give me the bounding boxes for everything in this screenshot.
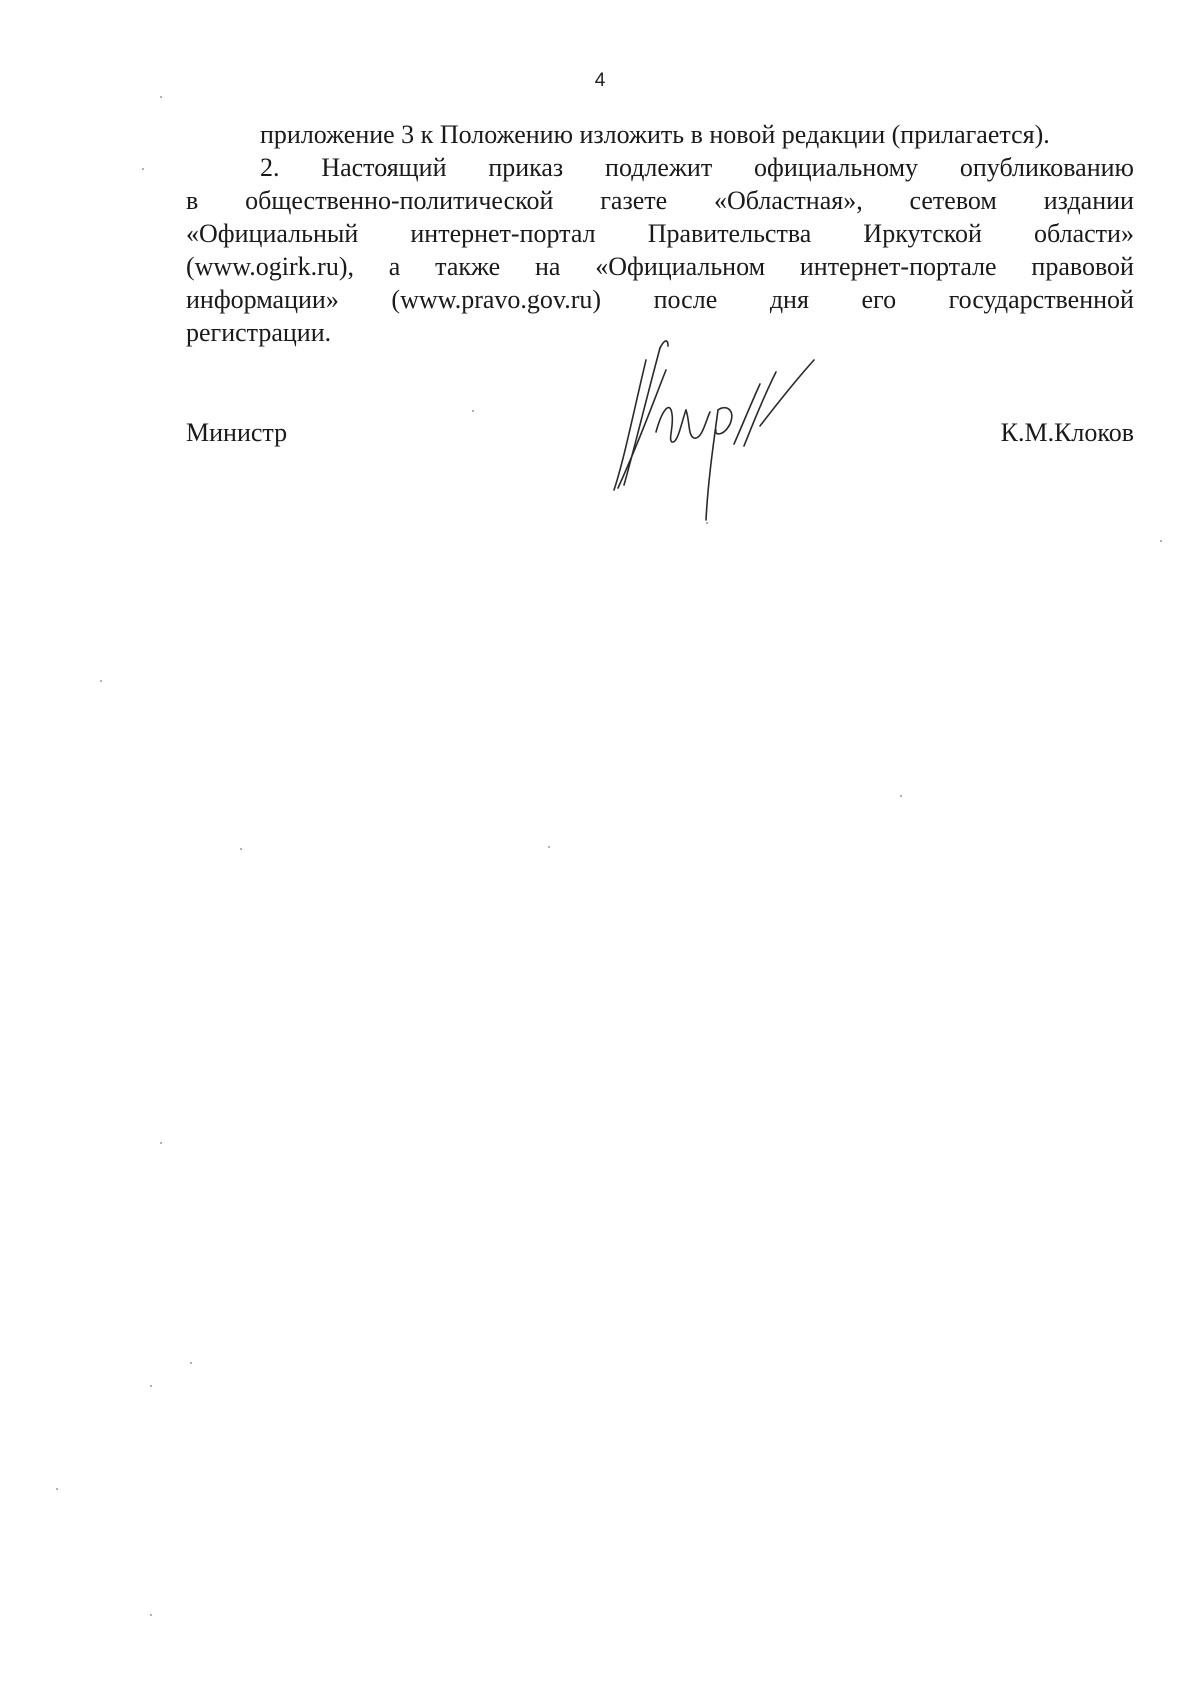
word: регистрации. [186, 318, 332, 347]
word: газете [600, 186, 668, 215]
paragraph-1: приложение 3 к Положению изложить в новой редакции (прилагается). [260, 120, 1050, 149]
scan-speck [56, 1488, 58, 1490]
signature-stroke [686, 410, 710, 438]
word: информации» [186, 285, 339, 314]
scan-speck [240, 848, 242, 850]
page-number: 4 [594, 70, 606, 91]
word: (www.pravo.gov.ru) [391, 285, 602, 314]
word: дня [769, 285, 809, 314]
word: официальному [754, 153, 919, 182]
word: общественно-политической [245, 186, 554, 215]
word: (www.ogirk.ru), [186, 252, 354, 281]
signature-stroke [660, 341, 668, 348]
scan-speck [706, 522, 708, 524]
word: правовой [1031, 252, 1134, 281]
paragraph-2-line [186, 184, 1134, 217]
scan-speck [472, 410, 474, 412]
paragraph-2-line [186, 217, 1134, 250]
signature-stroke [656, 408, 686, 443]
word: сетевом [909, 186, 997, 215]
word: «Официальном [595, 252, 766, 281]
signer-name: К.М.Клоков [1000, 418, 1134, 447]
word: также [435, 252, 501, 281]
word: подлежит [605, 153, 713, 182]
signature-stroke [706, 410, 718, 520]
scan-speck [190, 1362, 192, 1364]
signature-stroke [624, 348, 660, 485]
word: издании [1043, 186, 1134, 215]
word: государственной [948, 285, 1134, 314]
scan-speck [548, 846, 550, 848]
scan-speck [1160, 540, 1162, 542]
word: приказ [488, 153, 564, 182]
word: опубликованию [959, 153, 1134, 182]
scan-speck [150, 1385, 152, 1387]
word: интернет-портале [799, 252, 997, 281]
scan-speck [150, 1614, 152, 1616]
word: его [861, 285, 897, 314]
scan-speck [100, 680, 102, 682]
word: Настоящий [321, 153, 447, 182]
paragraph-2-line [186, 151, 1134, 184]
scan-speck [160, 1142, 162, 1144]
paragraph-2-line [186, 250, 1134, 283]
word: на [534, 252, 561, 281]
scan-speck [900, 795, 902, 797]
word: а [388, 252, 401, 281]
word: «Областная», [714, 186, 863, 215]
signer-position: Министр [186, 418, 288, 447]
signature-stroke [618, 370, 666, 488]
word: 2. [260, 153, 280, 182]
scan-speck [142, 168, 144, 170]
word: интернет-портал [410, 219, 596, 248]
word: «Официальный [186, 219, 359, 248]
word: Правительства [647, 219, 812, 248]
signature-stroke [614, 360, 646, 490]
signature-stroke [734, 384, 760, 444]
paragraph-2 [186, 151, 1134, 349]
handwritten-signature [610, 340, 870, 530]
paragraph-2-line [186, 283, 1134, 316]
word: области» [1034, 219, 1134, 248]
word: Иркутской [863, 219, 982, 248]
scan-speck [160, 96, 162, 98]
word: в [186, 186, 199, 215]
word: после [653, 285, 718, 314]
signature-stroke [760, 360, 814, 426]
